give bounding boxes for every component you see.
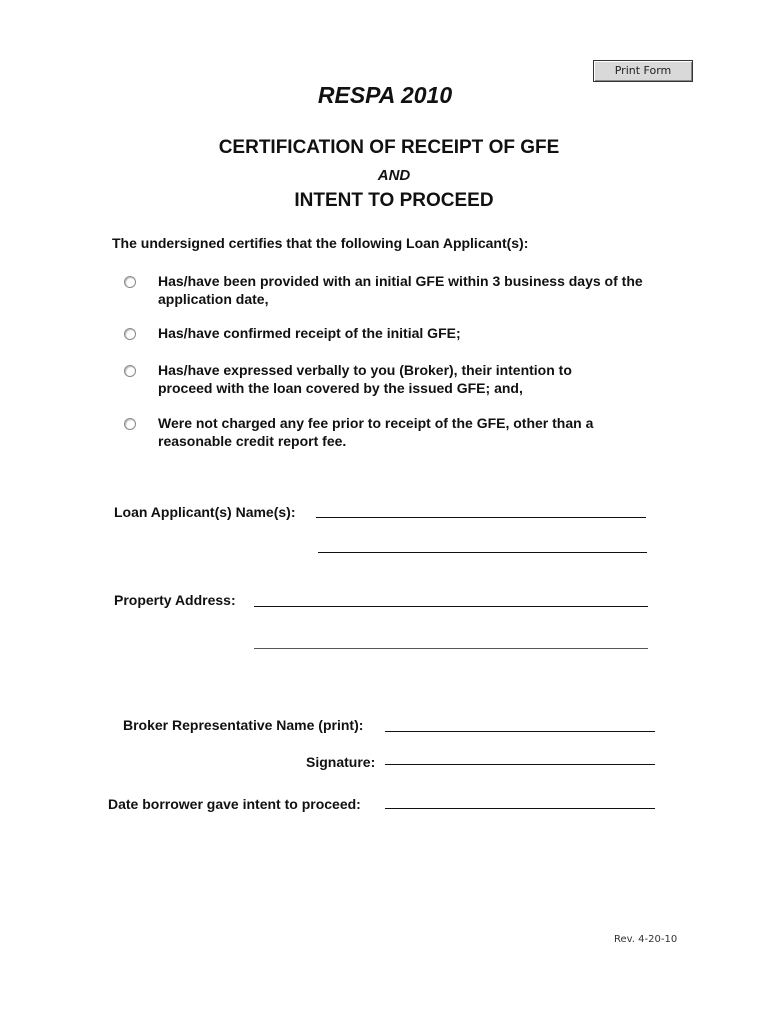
property-address-field-1[interactable] [254, 606, 648, 607]
applicant-names-label: Loan Applicant(s) Name(s): [114, 504, 296, 520]
item-3-radio[interactable] [124, 365, 136, 377]
intro-statement: The undersigned certifies that the following Loan Applicant(s): [112, 235, 529, 251]
property-address-label: Property Address: [114, 592, 236, 608]
signature-label: Signature: [306, 754, 376, 770]
item-4-radio[interactable] [124, 418, 136, 430]
form-heading-and: AND [377, 167, 411, 184]
item-4-text: Were not charged any fee prior to receipt of the GFE, other than a reasonable credit report fee. [158, 415, 594, 449]
item-2-radio[interactable] [124, 328, 136, 340]
item-2-text: Has/have confirmed receipt of the initial GFE; [158, 325, 461, 341]
broker-name-field[interactable] [385, 731, 655, 732]
broker-name-label: Broker Representative Name (print): [123, 717, 364, 733]
applicant-name-field-2[interactable] [318, 552, 647, 553]
item-1-text: Has/have been provided with an initial GFE within 3 business days of the application date, [158, 273, 643, 307]
property-address-field-2[interactable] [254, 648, 648, 649]
revision-label: Rev. 4-20-10 [614, 934, 678, 945]
form-heading-intent: INTENT TO PROCEED [294, 190, 494, 211]
item-1-radio[interactable] [124, 276, 136, 288]
form-heading-certification: CERTIFICATION OF RECEIPT OF GFE [218, 137, 560, 158]
item-3-text: Has/have expressed verbally to you (Broker), their intention to proceed with the loan covered by the issued GFE; and, [158, 362, 572, 396]
applicant-name-field-1[interactable] [316, 517, 646, 518]
form-title: RESPA 2010 [317, 82, 453, 108]
print-form-button[interactable]: Print Form [593, 60, 693, 82]
intent-date-field[interactable] [385, 808, 655, 809]
intent-date-label: Date borrower gave intent to proceed: [108, 796, 361, 812]
signature-field[interactable] [385, 764, 655, 765]
